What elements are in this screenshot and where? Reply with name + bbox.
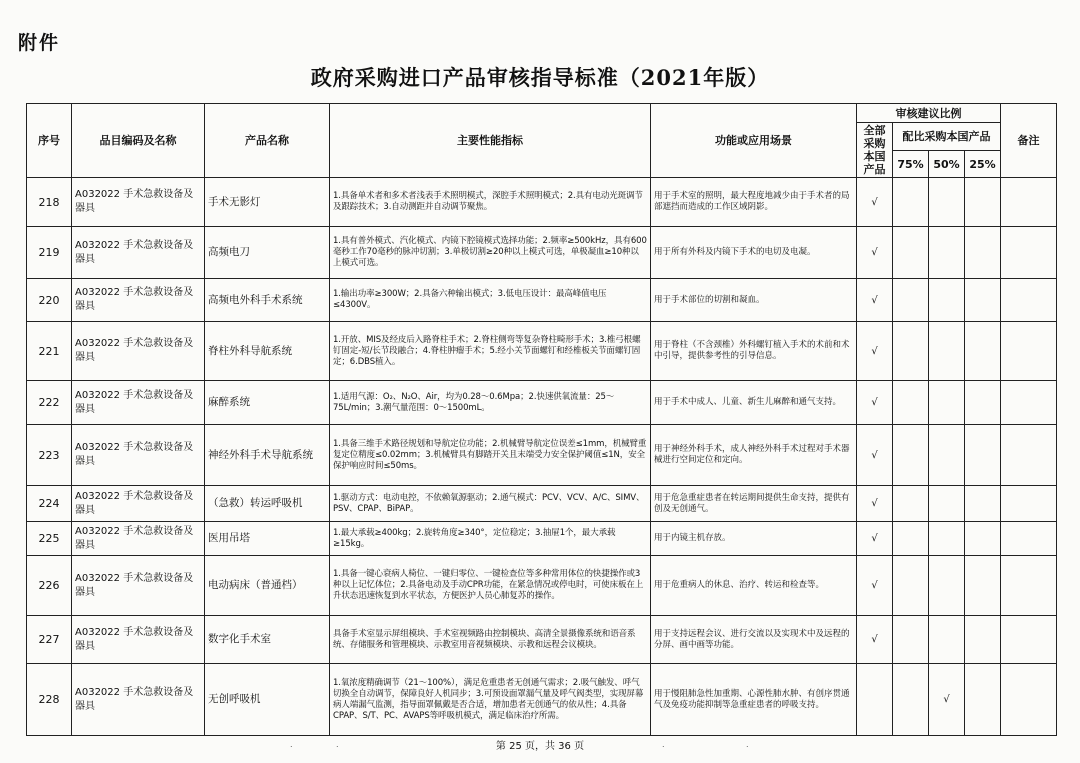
- row-spec: 1.驱动方式：电动电控，不依赖氧源驱动；2.通气模式：PCV、VCV、A/C、SIMV、PSV、CPAP、BiPAP。: [330, 486, 651, 522]
- row-category: A032022 手术急救设备及器具: [72, 227, 205, 279]
- table-row: [27, 178, 1057, 227]
- table-row: [27, 425, 1057, 486]
- row-note: [1001, 279, 1057, 322]
- row-category: A032022 手术急救设备及器具: [72, 486, 205, 522]
- row-product: 手术无影灯: [205, 178, 330, 227]
- row-p25-mark: [965, 227, 1001, 279]
- row-p50-mark: [929, 178, 965, 227]
- row-product: 麻醉系统: [205, 381, 330, 425]
- row-product: 神经外科手术导航系统: [205, 425, 330, 486]
- row-usage: 用于所有外科及内镜下手术的电切及电凝。: [651, 227, 857, 279]
- row-seq: 218: [27, 178, 72, 227]
- table-row: [27, 381, 1057, 425]
- row-p75-mark: [893, 227, 929, 279]
- header-p50: 50%: [929, 151, 965, 178]
- row-product: 高频电外科手术系统: [205, 279, 330, 322]
- row-usage: 用于内镜主机存放。: [651, 522, 857, 556]
- row-all-mark: √: [857, 522, 893, 556]
- row-seq: 225: [27, 522, 72, 556]
- row-seq: 227: [27, 616, 72, 664]
- row-spec: 1.适用气源：O₂、N₂O、Air，均为0.28～0.6Mpa；2.快速供氧流量：25～75L/min；3.潮气量范围：0～1500mL。: [330, 381, 651, 425]
- row-seq: 219: [27, 227, 72, 279]
- row-p75-mark: [893, 322, 929, 381]
- row-all-mark: √: [857, 178, 893, 227]
- row-note: [1001, 616, 1057, 664]
- row-seq: 220: [27, 279, 72, 322]
- row-p25-mark: [965, 556, 1001, 616]
- row-spec: 1.具备一键心衰病人椅位、一键归零位、一键检查位等多种常用体位的快捷操作或3种以上记忆体位；2.具备电动及手动CPR功能，在紧急情况或停电时，可使床板在上升状态迅速恢复到水平状态，方便医护人员心肺复苏的操作。: [330, 556, 651, 616]
- table-row: [27, 279, 1057, 322]
- row-spec: 具备手术室显示屏组模块、手术室视频路由控制模块、高清全景摄像系统和语音系统、存储服务和管理模块、示教室用音视频模块、示教和远程会议模块。: [330, 616, 651, 664]
- page-title: 政府采购进口产品审核指导标准（2021年版）: [310, 65, 770, 90]
- row-p75-mark: [893, 522, 929, 556]
- row-all-mark: √: [857, 556, 893, 616]
- row-note: [1001, 322, 1057, 381]
- row-seq: 228: [27, 664, 72, 736]
- row-p50-mark: [929, 425, 965, 486]
- row-spec: 1.输出功率≥300W；2.具备六种输出模式；3.低电压设计：最高峰值电压≤4300V。: [330, 279, 651, 322]
- row-category: A032022 手术急救设备及器具: [72, 322, 205, 381]
- row-seq: 221: [27, 322, 72, 381]
- row-spec: 1.具有普外模式、汽化模式、内镜下腔镜模式选择功能；2.频率≥500kHz，具有600毫秒工作70毫秒的脉冲切割；3.单极切割≥20种以上模式可选，单极凝血≥10种以上模式可选。: [330, 227, 651, 279]
- row-category: A032022 手术急救设备及器具: [72, 178, 205, 227]
- table-row: [27, 522, 1057, 556]
- standards-table: [26, 103, 1057, 736]
- row-all-mark: √: [857, 486, 893, 522]
- row-spec: 1.最大承载≥400kg；2.旋转角度≥340°，定位稳定；3.抽屉1个，最大承载≥15kg。: [330, 522, 651, 556]
- row-p50-mark: [929, 616, 965, 664]
- row-category: A032022 手术急救设备及器具: [72, 616, 205, 664]
- row-category: A032022 手术急救设备及器具: [72, 279, 205, 322]
- row-p50-mark: [929, 279, 965, 322]
- row-p75-mark: [893, 279, 929, 322]
- header-p75: 75%: [893, 151, 929, 178]
- row-p50-mark: √: [929, 664, 965, 736]
- row-p75-mark: [893, 664, 929, 736]
- scan-dot: .: [662, 740, 665, 749]
- row-product: 无创呼吸机: [205, 664, 330, 736]
- row-p25-mark: [965, 425, 1001, 486]
- row-usage: 用于神经外科手术，成人神经外科手术过程对手术器械进行空间定位和定向。: [651, 425, 857, 486]
- scan-dot: .: [336, 740, 339, 749]
- row-usage: 用于危重病人的休息、治疗、转运和检查等。: [651, 556, 857, 616]
- row-note: [1001, 522, 1057, 556]
- row-seq: 224: [27, 486, 72, 522]
- row-all-mark: √: [857, 381, 893, 425]
- header-category: 品目编码及名称: [72, 104, 205, 178]
- row-usage: 用于手术部位的切割和凝血。: [651, 279, 857, 322]
- row-product: 高频电刀: [205, 227, 330, 279]
- row-p25-mark: [965, 616, 1001, 664]
- row-category: A032022 手术急救设备及器具: [72, 522, 205, 556]
- row-product: 医用吊塔: [205, 522, 330, 556]
- row-p75-mark: [893, 381, 929, 425]
- row-spec: 1.具备单术者和多术者浅表手术照明模式，深腔手术照明模式；2.具有电动光斑调节及跟踪技术；3.自动测距并自动调节聚焦。: [330, 178, 651, 227]
- row-p75-mark: [893, 425, 929, 486]
- row-all-mark: √: [857, 425, 893, 486]
- row-note: [1001, 664, 1057, 736]
- row-seq: 226: [27, 556, 72, 616]
- row-p50-mark: [929, 486, 965, 522]
- row-usage: 用于脊柱（不含颈椎）外科螺钉植入手术的术前和术中引导，提供参考性的引导信息。: [651, 322, 857, 381]
- row-note: [1001, 486, 1057, 522]
- row-category: A032022 手术急救设备及器具: [72, 664, 205, 736]
- scan-dot: .: [746, 740, 749, 749]
- row-p25-mark: [965, 279, 1001, 322]
- row-all-mark: √: [857, 616, 893, 664]
- header-ratio-sub: 配比采购本国产品: [893, 123, 1001, 151]
- row-p50-mark: [929, 381, 965, 425]
- row-usage: 用于危急重症患者在转运期间提供生命支持，提供有创及无创通气。: [651, 486, 857, 522]
- scan-dot: .: [290, 740, 293, 749]
- table-row: [27, 486, 1057, 522]
- row-p25-mark: [965, 178, 1001, 227]
- row-p25-mark: [965, 322, 1001, 381]
- row-p50-mark: [929, 556, 965, 616]
- table-row: [27, 227, 1057, 279]
- row-all-mark: √: [857, 322, 893, 381]
- row-note: [1001, 381, 1057, 425]
- header-ratio-group: 审核建议比例: [857, 104, 1001, 123]
- table-row: [27, 664, 1057, 736]
- row-spec: 1.开放、MIS及经皮后入路脊柱手术；2.脊柱侧弯等复杂脊柱畸形手术；3.椎弓根螺钉固定-短/长节段融合；4.脊柱肿瘤手术；5.经小关节面螺钉和经椎板关节面螺钉固定；6.DBS植入。: [330, 322, 651, 381]
- row-p25-mark: [965, 486, 1001, 522]
- row-p75-mark: [893, 556, 929, 616]
- row-usage: 用于手术室的照明，最大程度地减少由于手术者的局部遮挡而造成的工作区域阴影。: [651, 178, 857, 227]
- row-usage: 用于支持远程会议、进行交流以及实现术中及远程的分屏、画中画等功能。: [651, 616, 857, 664]
- row-all-mark: [857, 664, 893, 736]
- row-category: A032022 手术急救设备及器具: [72, 381, 205, 425]
- table-row: [27, 322, 1057, 381]
- header-note: 备注: [1001, 104, 1057, 178]
- row-p50-mark: [929, 522, 965, 556]
- row-usage: 用于慢阻肺急性加重期、心源性肺水肿、有创序贯通气及免疫功能抑制等急重症患者的呼吸支持。: [651, 664, 857, 736]
- table-row: [27, 616, 1057, 664]
- header-seq: 序号: [27, 104, 72, 178]
- row-p75-mark: [893, 616, 929, 664]
- page-footer: 第 25 页，共 36 页: [495, 741, 585, 752]
- row-spec: 1.氧浓度精确调节（21～100%），满足危重患者无创通气需求；2.吸气触发、呼气切换全自动调节，保障良好人机同步；3.可预设面罩漏气量及呼气阀类型，实现屏幕病人端漏气监测，指导面罩佩戴是否合适，增加患者无创通气的依从性；4.具备CPAP、S/T、PC、AVAPS等呼吸机模式，满足临床治疗所需。: [330, 664, 651, 736]
- row-note: [1001, 178, 1057, 227]
- header-usage: 功能或应用场景: [651, 104, 857, 178]
- row-p25-mark: [965, 664, 1001, 736]
- row-note: [1001, 556, 1057, 616]
- header-spec: 主要性能指标: [330, 104, 651, 178]
- row-p25-mark: [965, 381, 1001, 425]
- row-usage: 用于手术中成人、儿童、新生儿麻醉和通气支持。: [651, 381, 857, 425]
- row-category: A032022 手术急救设备及器具: [72, 425, 205, 486]
- header-p25: 25%: [965, 151, 1001, 178]
- row-all-mark: √: [857, 279, 893, 322]
- row-product: 电动病床（普通档）: [205, 556, 330, 616]
- row-p75-mark: [893, 178, 929, 227]
- row-seq: 222: [27, 381, 72, 425]
- row-p75-mark: [893, 486, 929, 522]
- row-product: （急救）转运呼吸机: [205, 486, 330, 522]
- row-spec: 1.具备三维手术路径规划和导航定位功能；2.机械臂导航定位误差≤1mm，机械臂重复定位精度≤0.02mm；3.机械臂具有脚踏开关且末端受力安全保护阈值≤1N，安全保护响应时间≤50ms。: [330, 425, 651, 486]
- row-note: [1001, 425, 1057, 486]
- row-seq: 223: [27, 425, 72, 486]
- table-row: [27, 556, 1057, 616]
- row-all-mark: √: [857, 227, 893, 279]
- header-product: 产品名称: [205, 104, 330, 178]
- row-product: 数字化手术室: [205, 616, 330, 664]
- row-p25-mark: [965, 522, 1001, 556]
- header-all-domestic: 全部采购本国产品: [857, 123, 893, 178]
- row-category: A032022 手术急救设备及器具: [72, 556, 205, 616]
- row-p50-mark: [929, 322, 965, 381]
- row-p50-mark: [929, 227, 965, 279]
- row-note: [1001, 227, 1057, 279]
- attachment-label: 附件: [18, 32, 61, 54]
- row-product: 脊柱外科导航系统: [205, 322, 330, 381]
